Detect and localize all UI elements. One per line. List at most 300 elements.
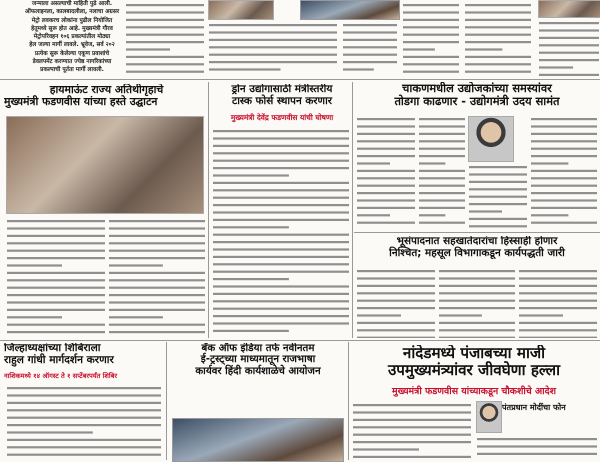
- body-text-lines: [468, 162, 528, 230]
- text-line: [519, 277, 597, 279]
- text-line: [357, 170, 415, 172]
- text-line: [353, 411, 471, 413]
- text-line: [7, 220, 105, 222]
- text-line: [109, 301, 205, 303]
- text-line: [7, 424, 161, 426]
- text-line: [7, 409, 161, 411]
- text-line: [519, 285, 597, 287]
- text-line: [126, 19, 204, 21]
- text-line: [439, 314, 482, 316]
- nanded-caption-body: [476, 434, 598, 460]
- text-line: [465, 48, 502, 50]
- text-line: [357, 199, 415, 201]
- text-line: [126, 48, 170, 50]
- text-line: [7, 264, 62, 266]
- body-text-lines: [352, 400, 472, 460]
- body-text-lines: [356, 114, 416, 230]
- body-text-lines: [212, 126, 350, 338]
- text-line: [539, 37, 599, 39]
- text-line: [419, 214, 445, 216]
- text-line: [403, 48, 435, 50]
- text-line: [519, 300, 597, 302]
- text-line: [7, 324, 105, 326]
- text-line: [109, 242, 205, 244]
- text-line: [109, 250, 205, 252]
- text-line: [7, 294, 105, 296]
- text-line: [403, 34, 459, 36]
- text-line: [357, 155, 415, 157]
- haimount-body-col2: [108, 216, 206, 338]
- text-line: [7, 417, 161, 419]
- text-line: [465, 4, 531, 6]
- text-line: [519, 270, 597, 272]
- text-line: [439, 277, 515, 279]
- text-line: [126, 56, 204, 58]
- text-line: [357, 133, 415, 135]
- text-line: [357, 185, 415, 187]
- chakan-headline-line2: तोडगा काढणार - उद्योगमंत्री उदय सामंत: [394, 93, 560, 108]
- text-line: [353, 419, 471, 421]
- text-line: [403, 56, 459, 58]
- bank-photo: [172, 418, 344, 462]
- bhusampadan-body-col2: [438, 266, 516, 338]
- text-line: [109, 309, 205, 311]
- body-text-lines: [402, 0, 460, 76]
- text-line: [213, 130, 349, 132]
- text-line: [213, 226, 289, 228]
- text-line: [209, 61, 337, 63]
- text-line: [539, 59, 599, 61]
- haimount-headline-line1: हायमाऊंट राज्य अतिथीगृहाचे: [49, 84, 164, 96]
- text-line: [531, 222, 597, 224]
- text-line: [213, 278, 289, 280]
- text-line: [109, 227, 205, 229]
- drone-headline-line2: टास्क फोर्स स्थापन करणार: [231, 94, 333, 107]
- text-line: [403, 71, 459, 73]
- text-line: [531, 185, 597, 187]
- text-line: [419, 140, 465, 142]
- chakan-body-col3: [468, 162, 528, 230]
- text-line: [419, 125, 465, 127]
- text-line: [353, 426, 471, 428]
- text-line: [213, 160, 349, 162]
- text-line: [419, 177, 465, 179]
- text-line: [465, 71, 531, 73]
- text-line: [403, 63, 459, 65]
- bhusampadan-body-col3: [518, 266, 598, 338]
- text-line: [357, 277, 435, 279]
- text-line: [213, 182, 349, 184]
- text-line: [357, 162, 390, 164]
- top-column-5: [402, 0, 460, 76]
- text-line: [213, 285, 349, 287]
- shibir-headline-line2: राहुल गांधी मार्गदर्शन करणार: [4, 353, 114, 366]
- text-line: [419, 207, 465, 209]
- text-line: [213, 300, 349, 302]
- body-text-lines: [538, 18, 600, 76]
- text-line: [539, 52, 599, 54]
- text-line: [419, 133, 465, 135]
- text-line: [7, 316, 62, 318]
- text-line: [357, 192, 415, 194]
- body-text-lines: [6, 383, 162, 460]
- text-line: [126, 71, 204, 73]
- text-line: [477, 445, 597, 447]
- text-line: [213, 271, 349, 273]
- text-line: [353, 441, 471, 443]
- text-line: [126, 34, 204, 36]
- text-line: [7, 287, 105, 289]
- text-line: [539, 29, 599, 31]
- top-line-7: प्रत्येक सुरू केलेल्या एकूण प्रवाशांचे: [34, 50, 110, 57]
- text-line: [343, 46, 397, 48]
- text-line: [439, 329, 515, 331]
- chakan-body-col2: [418, 114, 466, 230]
- text-line: [213, 211, 349, 213]
- text-line: [357, 148, 415, 150]
- haimount-headline-line2: मुख्यमंत्री फडणवीस यांच्या हस्ते उद्घाटन: [4, 95, 158, 109]
- divider-bottom-mid: [348, 342, 349, 460]
- text-line: [126, 11, 204, 13]
- text-line: [353, 448, 419, 450]
- text-line: [403, 41, 459, 43]
- text-line: [353, 404, 471, 406]
- text-line: [7, 454, 161, 456]
- top-photo-2: [300, 0, 400, 20]
- text-line: [7, 272, 105, 274]
- body-text-lines: [418, 114, 466, 230]
- chakan-body-col4: [530, 114, 598, 230]
- text-line: [357, 329, 435, 331]
- chakan-body-col1: [356, 114, 416, 230]
- text-line: [213, 189, 349, 191]
- text-line: [439, 292, 515, 294]
- text-line: [419, 222, 465, 224]
- text-line: [419, 118, 465, 120]
- text-line: [403, 19, 459, 21]
- text-line: [419, 148, 465, 150]
- text-line: [126, 41, 204, 43]
- text-line: [439, 337, 515, 338]
- text-line: [213, 241, 349, 243]
- body-text-lines: [438, 266, 516, 338]
- text-line: [357, 207, 415, 209]
- text-line: [7, 394, 161, 396]
- chakan-headline: [356, 82, 598, 108]
- text-line: [439, 270, 515, 272]
- bhusampadan-headline-line2: निश्चित; महसूल विभागाकडून कार्यपद्धती जारी: [389, 246, 565, 259]
- text-line: [7, 331, 105, 333]
- divider-left: [208, 82, 209, 338]
- drone-subhead: मुख्यमंत्री देवेंद्र फडणवीस यांची घोषणा: [230, 113, 334, 122]
- text-line: [519, 337, 597, 338]
- top-photo-1: [208, 0, 274, 20]
- text-line: [7, 446, 161, 448]
- body-text-lines: [125, 0, 205, 76]
- nanded-headline-line2: उपमुख्यमंत्र्यांवर जीवघेणा हल्ला: [387, 361, 561, 380]
- text-line: [109, 235, 205, 237]
- text-line: [209, 54, 337, 56]
- text-line: [357, 222, 415, 224]
- text-line: [126, 63, 204, 65]
- text-line: [469, 203, 527, 205]
- text-line: [109, 220, 205, 222]
- text-line: [213, 204, 349, 206]
- top-line-2: ऑफलाइनला, कालबादलीला, नलाचा अग्रसर: [24, 9, 120, 16]
- body-text-lines: [518, 266, 598, 338]
- haimount-body-col1: [6, 216, 106, 338]
- text-line: [109, 279, 205, 281]
- text-line: [109, 287, 205, 289]
- text-line: [439, 285, 515, 287]
- text-line: [109, 264, 163, 266]
- text-line: [213, 174, 289, 176]
- text-line: [213, 248, 349, 250]
- text-line: [109, 316, 163, 318]
- text-line: [7, 387, 161, 389]
- text-line: [465, 56, 531, 58]
- text-line: [357, 300, 435, 302]
- text-line: [213, 263, 349, 265]
- text-line: [477, 438, 597, 440]
- text-line: [519, 322, 597, 324]
- text-line: [469, 188, 527, 190]
- text-line: [357, 285, 435, 287]
- shibir-subhead: नाशिकमध्ये १४ ऑगस्ट ते १ सप्टेंबरपर्यंत शिबिर: [4, 372, 118, 380]
- text-line: [357, 292, 435, 294]
- text-line: [531, 192, 597, 194]
- text-line: [465, 63, 531, 65]
- text-line: [343, 68, 374, 70]
- chakan-divider: [354, 232, 600, 233]
- bhusampadan-headline: [356, 236, 598, 259]
- text-line: [213, 234, 349, 236]
- drone-headline: [212, 84, 352, 107]
- text-line: [531, 177, 597, 179]
- body-text-lines: [476, 434, 598, 460]
- text-line: [7, 242, 105, 244]
- text-line: [343, 39, 397, 41]
- text-line: [357, 118, 415, 120]
- top-line-9: प्रकल्पाची पूर्तता मार्गी लावली.: [40, 67, 104, 74]
- text-line: [465, 19, 531, 21]
- text-line: [209, 24, 337, 26]
- text-line: [7, 301, 105, 303]
- text-line: [419, 162, 445, 164]
- text-line: [7, 257, 105, 259]
- text-line: [531, 155, 597, 157]
- text-line: [126, 26, 204, 28]
- text-line: [109, 257, 205, 259]
- text-line: [209, 31, 337, 33]
- text-line: [539, 66, 573, 68]
- text-line: [109, 294, 205, 296]
- haimount-photo: [6, 116, 204, 214]
- text-line: [213, 293, 349, 295]
- text-line: [469, 218, 527, 220]
- text-line: [469, 166, 527, 168]
- text-line: [465, 41, 531, 43]
- text-line: [357, 337, 435, 338]
- drone-headline-line1: ड्रोन उद्योगासाठी मंत्रीस्तरीय: [231, 84, 333, 95]
- text-line: [357, 125, 415, 127]
- haimount-headline: [4, 84, 209, 108]
- text-line: [353, 434, 471, 436]
- text-line: [357, 314, 401, 316]
- nanded-body: [352, 400, 472, 460]
- text-line: [519, 329, 597, 331]
- text-line: [213, 152, 349, 154]
- bhusampadan-headline-line1: भूसंपादनात सहखातेदारांचा हिस्साही होणार: [396, 236, 558, 247]
- bank-headline-line2: ई-ट्रस्ट्च्या माध्यमातून राजभाषा: [200, 354, 316, 366]
- nanded-headline-line1: नांदेडमध्ये पंजाबच्या माजी: [402, 345, 546, 362]
- body-text-lines: [356, 266, 436, 338]
- text-line: [357, 322, 435, 324]
- top-column-2: [125, 0, 205, 76]
- text-line: [209, 46, 337, 48]
- text-line: [439, 300, 515, 302]
- text-line: [109, 324, 205, 326]
- text-line: [403, 11, 459, 13]
- body-text-lines: [6, 216, 106, 338]
- text-line: [343, 24, 397, 26]
- text-line: [531, 199, 597, 201]
- text-line: [465, 34, 531, 36]
- top-line-6: हेल जल्या मार्गी लावले. भ्रूवेज, सर्व २०२: [29, 42, 115, 49]
- top-photo-3: [538, 0, 600, 18]
- text-line: [531, 162, 568, 164]
- body-text-lines: [208, 20, 338, 76]
- text-line: [419, 170, 465, 172]
- text-line: [531, 125, 597, 127]
- text-line: [209, 68, 281, 70]
- text-line: [357, 307, 435, 309]
- text-line: [343, 31, 397, 33]
- text-line: [403, 4, 459, 6]
- top-article-text: [22, 0, 122, 76]
- text-line: [469, 225, 527, 227]
- nanded-subhead: मुख्यमंत्री फडणवीस यांच्याकडून चौकशीचे आदेश: [392, 386, 556, 397]
- top-line-1: जन्माला असल्याची माहिती पुढे आली.: [31, 1, 113, 7]
- text-line: [357, 140, 415, 142]
- text-line: [213, 137, 349, 139]
- divider-bottom-left: [166, 342, 167, 460]
- text-line: [213, 197, 349, 199]
- text-line: [213, 219, 349, 221]
- text-line: [469, 210, 502, 212]
- top-column-7: [538, 18, 600, 76]
- body-text-lines: [108, 216, 206, 338]
- text-line: [419, 192, 465, 194]
- text-line: [439, 322, 515, 324]
- text-line: [531, 207, 597, 209]
- text-line: [539, 74, 599, 76]
- text-line: [419, 199, 465, 201]
- top-line-4: हेतूमध्ये सुरू होत आहे. मुख्यमंत्री गौरव: [31, 25, 113, 32]
- chakan-headline-line1: चाकणमधील उद्योजकांच्या समस्यांवर: [402, 82, 552, 95]
- chakan-minister-portrait: [468, 116, 514, 162]
- text-line: [213, 308, 349, 310]
- shibir-headline-line1: जिल्हाध्यक्षांच्या शिबिराला: [4, 343, 101, 354]
- text-line: [357, 270, 435, 272]
- text-line: [439, 307, 515, 309]
- text-line: [465, 11, 531, 13]
- text-line: [126, 4, 204, 6]
- text-line: [531, 140, 597, 142]
- text-line: [419, 185, 465, 187]
- text-line: [419, 155, 465, 157]
- top-line-3: मेट्रो लवकरच लोकांना पुढील नियोजित: [31, 17, 113, 24]
- nanded-headline: [350, 345, 598, 379]
- text-line: [7, 279, 105, 281]
- top-column-6: [464, 0, 532, 76]
- text-line: [109, 272, 205, 274]
- text-line: [531, 214, 568, 216]
- text-line: [519, 307, 597, 309]
- bhusampadan-body-col1: [356, 266, 436, 338]
- text-line: [357, 214, 390, 216]
- body-text-lines: [464, 0, 532, 76]
- text-line: [7, 431, 93, 433]
- text-line: [357, 177, 415, 179]
- text-line: [531, 170, 597, 172]
- text-line: [353, 456, 471, 458]
- text-line: [531, 118, 597, 120]
- divider-mid: [352, 82, 353, 338]
- text-line: [469, 181, 527, 183]
- text-line: [519, 314, 563, 316]
- text-line: [213, 256, 349, 258]
- text-line: [403, 26, 459, 28]
- shibir-headline: [4, 343, 164, 367]
- text-line: [213, 322, 349, 324]
- top-divider: [0, 79, 600, 80]
- text-line: [539, 22, 599, 24]
- bank-headline: [168, 343, 348, 377]
- text-line: [213, 167, 349, 169]
- text-line: [531, 148, 597, 150]
- text-line: [109, 331, 205, 333]
- drone-body: [212, 126, 350, 338]
- text-line: [469, 196, 527, 198]
- text-line: [209, 39, 337, 41]
- text-line: [477, 453, 597, 455]
- text-line: [7, 439, 161, 441]
- text-line: [343, 54, 397, 56]
- top-line-8: डेवलपमेंट करण्यात ज्येष्ठ नागरिकांच्या: [32, 59, 112, 66]
- text-line: [465, 26, 531, 28]
- top-line-5: मेट्रोपरिवहन १०६ प्रकल्पांतील मोठ्या: [33, 34, 111, 41]
- text-line: [7, 250, 105, 252]
- bank-headline-line3: कार्यवर हिंदी कार्यशाळेचे आयोजन: [195, 365, 321, 377]
- text-line: [7, 227, 105, 229]
- shibir-body: [6, 383, 162, 460]
- text-line: [531, 133, 597, 135]
- text-line: [213, 330, 289, 332]
- text-line: [213, 145, 349, 147]
- text-line: [7, 235, 105, 237]
- body-text-lines: [342, 20, 398, 76]
- text-line: [519, 292, 597, 294]
- nanded-portrait: [476, 401, 502, 433]
- bank-headline-line1: बँक ऑफ इंडिया तर्फे नवीनतम: [201, 343, 315, 354]
- text-line: [539, 44, 599, 46]
- mid-divider: [0, 340, 600, 341]
- nanded-caption: पंतप्रधान मोदींचा फोन: [502, 403, 566, 412]
- text-line: [343, 61, 397, 63]
- top-column-4: [342, 20, 398, 76]
- text-line: [213, 315, 349, 317]
